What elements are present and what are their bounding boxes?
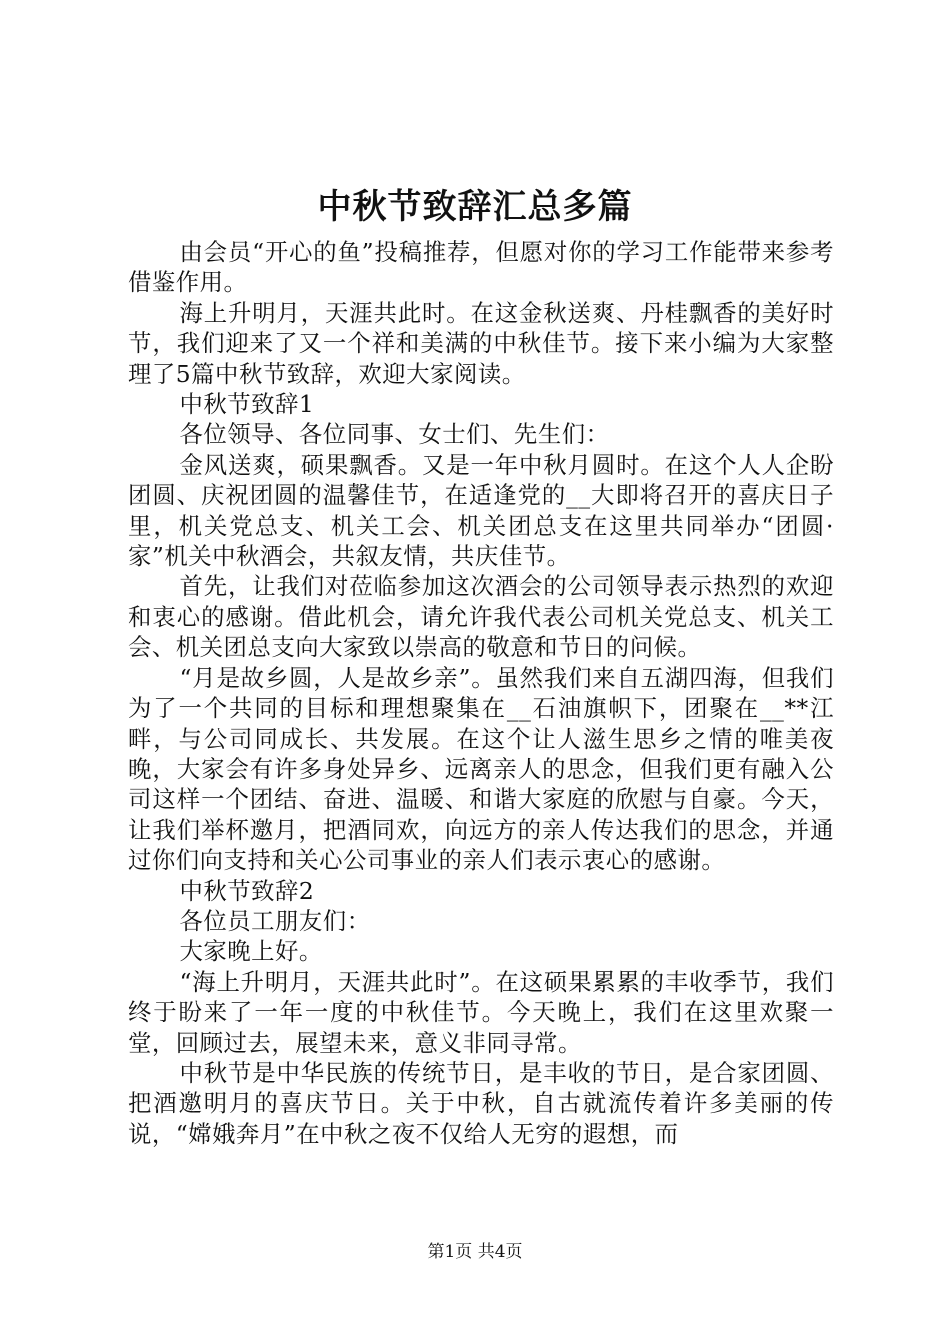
paragraph-greeting: 大家晚上好。: [179, 937, 323, 966]
document-title: 中秋节致辞汇总多篇: [317, 187, 633, 227]
paragraph-opening: 海上升明月，天涯共此时。在这金秋送爽、丹桂飘香的美好时节，我们迎来了又一个祥和美满的中秋佳节。接下来小编为大家整理了5篇中秋节致辞，欢迎大家阅读。: [128, 298, 834, 388]
paragraph-speech-1-b: 首先，让我们对莅临参加这次酒会的公司领导表示热烈的欢迎和衷心的感谢。借此机会，请允许我代表公司机关党总支、机关工会、机关团总支向大家致以崇高的敬意和节日的问候。: [128, 572, 834, 662]
section-heading-speech-2: 中秋节致辞2: [179, 876, 315, 905]
paragraph-speech-2-a: “海上升明月，天涯共此时”。在这硕果累累的丰收季节，我们终于盼来了一年一度的中秋佳节。今天晚上，我们在这里欢聚一堂，回顾过去，展望未来，意义非同寻常。: [128, 967, 834, 1057]
paragraph-intro: 由会员“开心的鱼”投稿推荐，但愿对你的学习工作能带来参考借鉴作用。: [128, 238, 834, 297]
paragraph-salutation-1: 各位领导、各位同事、女士们、先生们：: [179, 420, 610, 449]
paragraph-speech-1-a: 金风送爽，硕果飘香。又是一年中秋月圆时。在这个人人企盼团圆、庆祝团圆的温馨佳节，在适逢党的__大即将召开的喜庆日子里，机关党总支、机关工会、机关团总支在这里共同举办“团圆·家”机关中秋酒会，共叙友情，共庆佳节。: [128, 450, 834, 571]
section-heading-speech-1: 中秋节致辞1: [179, 390, 315, 419]
page-footer: 第1页 共4页: [427, 1242, 523, 1262]
paragraph-salutation-2: 各位员工朋友们：: [179, 906, 371, 935]
paragraph-speech-1-c: “月是故乡圆，人是故乡亲”。虽然我们来自五湖四海，但我们为了一个共同的目标和理想聚集在__石油旗帜下，团聚在__**江畔，与公司同成长、共发展。在这个让人滋生思乡之情的唯美夜晚，大家会有许多身处异乡、远离亲人的思念，但我们更有融入公司这样一个团结、奋进、温暖、和谐大家庭的欣慰与自豪。今天，让我们举杯邀月，把酒同欢，向远方的亲人传达我们的思念，并通过你们向支持和关心公司事业的亲人们表示衷心的感谢。: [128, 663, 834, 875]
document-body: [128, 237, 834, 1149]
paragraph-speech-2-b: 中秋节是中华民族的传统节日，是丰收的节日，是合家团圆、把酒邀明月的喜庆节日。关于中秋，自古就流传着许多美丽的传说，“嫦娥奔月”在中秋之夜不仅给人无穷的遐想，而: [128, 1058, 834, 1148]
